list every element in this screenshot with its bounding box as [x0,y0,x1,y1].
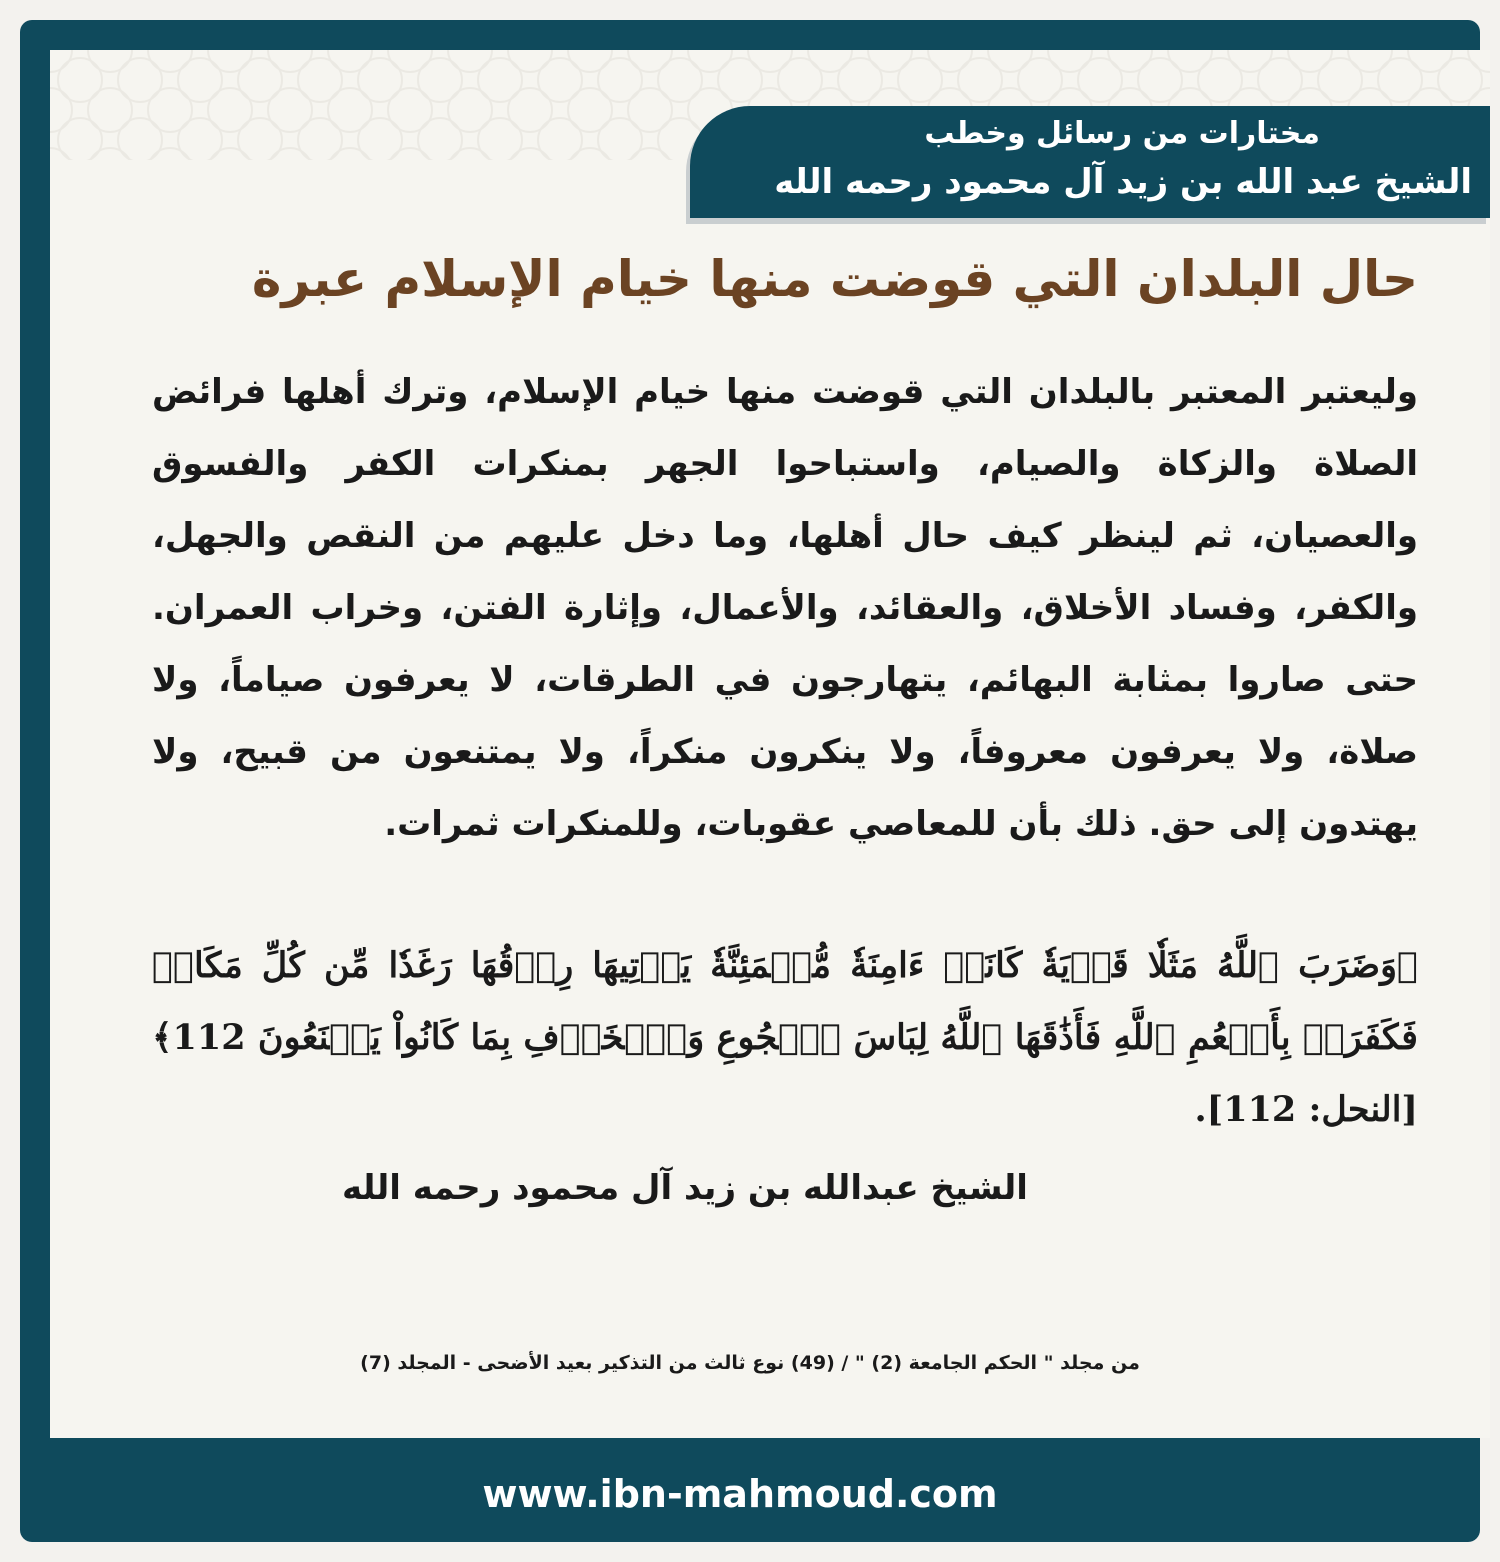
source-citation: من مجلد " الحكم الجامعة (2) " / (49) نوع ثالث من التذكير بعيد الأضحى - المجلد (7) [360,1352,1140,1374]
author-signature: الشيخ عبدالله بن زيد آل محمود رحمه الله [342,1168,1028,1208]
content-card [50,50,1490,1438]
article-body: وليعتبر المعتبر بالبلدان التي قوضت منها خيام الإسلام، وترك أهلها فرائض الصلاة والزكاة والصيام، واستباحوا الجهر بمنكرات الكفر والفسوق والعصيان، ثم لينظر كيف حال أهلها، وما دخل عليهم من النقص والجهل، والكفر، وفساد الأخلاق، والعقائد، والأعمال، وإثارة الفتن، وخراب العمران. حتى صاروا بمثابة البهائم، يتهارجون في الطرقات، لا يعرفون صياماً، ولا صلاة، ولا يعرفون معروفاً، ولا ينكرون منكراً، ولا يمتنعون من قبيح، ولا يهتدون إلى حق. ذلك بأن للمعاصي عقوبات، وللمنكرات ثمرات. [152,372,1418,844]
page-frame [20,20,1480,1542]
website-link[interactable]: www.ibn-mahmoud.com [482,1472,998,1516]
article-title: حال البلدان التي قوضت منها خيام الإسلام عبرة [251,250,1418,308]
header-author: الشيخ عبد الله بن زيد آل محمود رحمه الله [774,162,1472,202]
header-series-title: مختارات من رسائل وخطب [924,116,1320,151]
header-banner [690,106,1490,218]
quran-verse: ﴿وَضَرَبَ ٱللَّهُ مَثَلٗا قَرۡيَةٗ كَانَتۡ ءَامِنَةٗ مُّطۡمَئِنَّةٗ يَأۡتِيهَا رِزۡقُهَا رَغَدٗا مِّن كُلِّ مَكَانٖ فَكَفَرَتۡ بِأَنۡعُمِ ٱللَّهِ فَأَذَٰقَهَا ٱللَّهُ لِبَاسَ ٱلۡجُوعِ وَٱلۡخَوۡفِ بِمَا كَانُواْ يَصۡنَعُونَ 112﴾ [النحل: 112]. [152,945,1418,1130]
